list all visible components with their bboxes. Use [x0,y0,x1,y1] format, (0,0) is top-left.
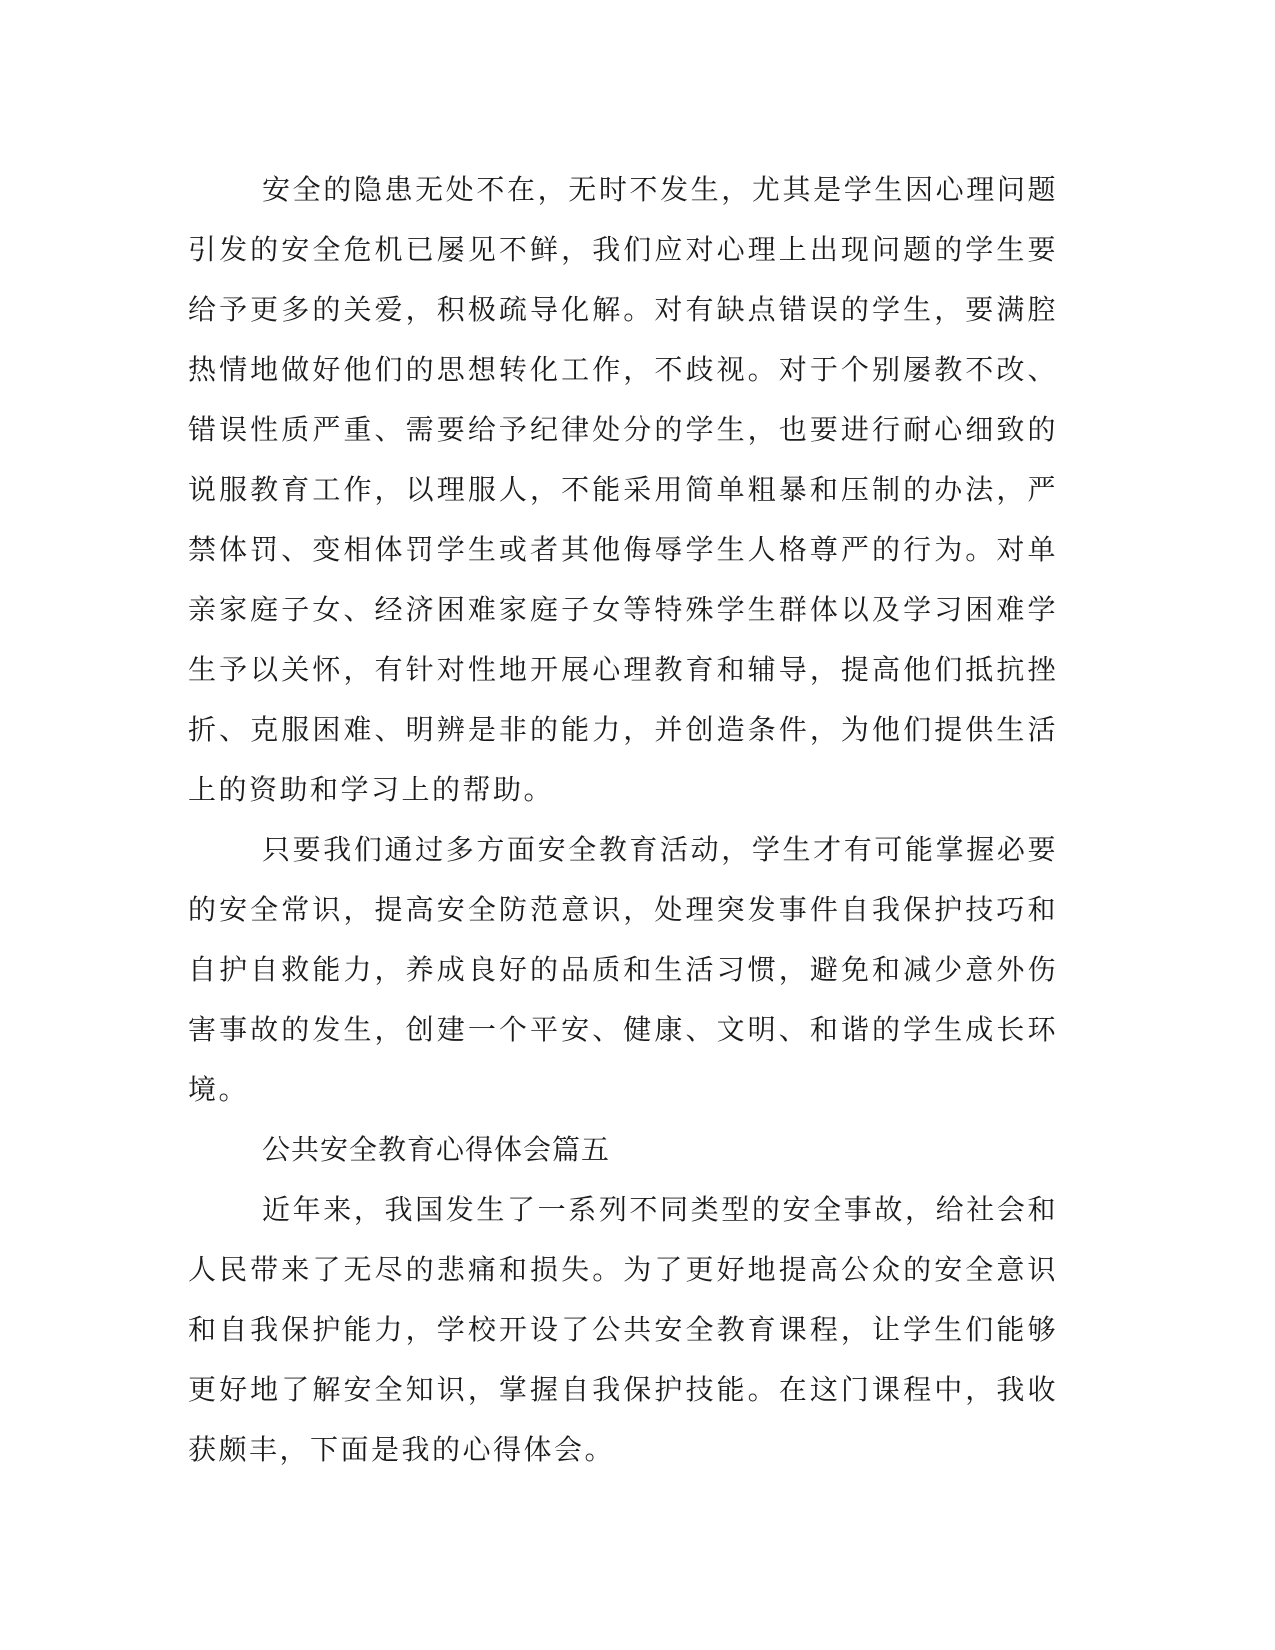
paragraph-safety-activities: 只要我们通过多方面安全教育活动，学生才有可能掌握必要的安全常识，提高安全防范意识，处理突发事件自我保护技巧和自护自救能力，养成良好的品质和生活习惯，避免和减少意外伤害事故的发生，创建一个平安、健康、文明、和谐的学生成长环境。 [188,833,1058,1106]
section-heading: 公共安全教育心得体会篇五 [262,1133,611,1166]
paragraph-student-care: 安全的隐患无处不在，无时不发生，尤其是学生因心理问题引发的安全危机已屡见不鲜，我们应对心理上出现问题的学生要给予更多的关爱，积极疏导化解。对有缺点错误的学生，要满腔热情地做好他们的思想转化工作，不歧视。对于个别屡教不改、错误性质严重、需要给予纪律处分的学生，也要进行耐心细致的说服教育工作，以理服人，不能采用简单粗暴和压制的办法，严禁体罚、变相体罚学生或者其他侮辱学生人格尊严的行为。对单亲家庭子女、经济困难家庭子女等特殊学生群体以及学习困难学生予以关怀，有针对性地开展心理教育和辅导，提高他们抵抗挫折、克服困难、明辨是非的能力，并创造条件，为他们提供生活上的资助和学习上的帮助。 [188,173,1058,806]
paragraph-public-safety-course: 近年来，我国发生了一系列不同类型的安全事故，给社会和人民带来了无尽的悲痛和损失。为了更好地提高公众的安全意识和自我保护能力，学校开设了公共安全教育课程，让学生们能够更好地了解安全知识，掌握自我保护技能。在这门课程中，我收获颇丰，下面是我的心得体会。 [188,1193,1058,1466]
document-body [188,160,1058,1480]
